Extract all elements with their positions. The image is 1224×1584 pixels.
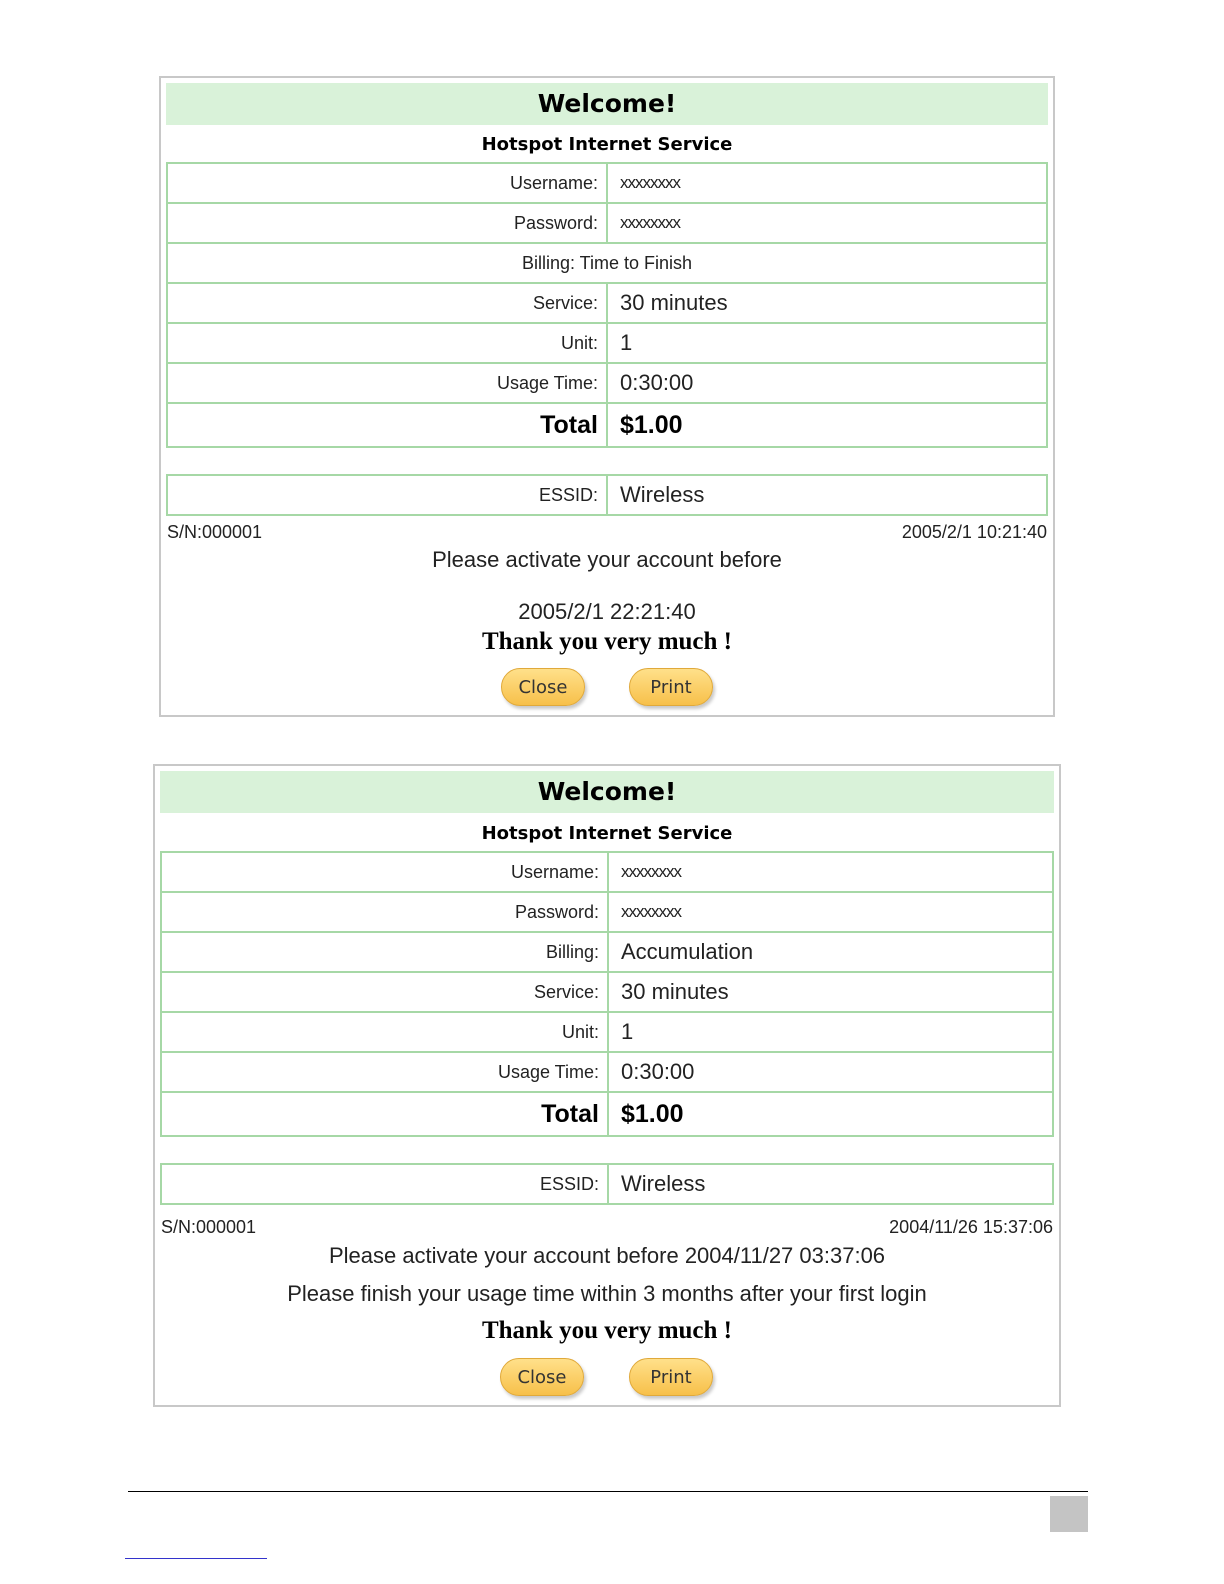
service-value: 30 minutes xyxy=(620,290,728,315)
essid-value: Wireless xyxy=(621,1171,706,1196)
usage-time-value: 0:30:00 xyxy=(621,1059,695,1084)
username-label: Username: xyxy=(168,164,608,202)
total-label: Total xyxy=(168,404,608,446)
usage-time-row xyxy=(160,1051,1054,1093)
thank-you-message: Thank you very much ! xyxy=(481,1317,733,1344)
essid-label: ESSID: xyxy=(162,1165,609,1203)
service-row xyxy=(166,282,1048,324)
essid-row xyxy=(160,1163,1054,1205)
username-label: Username: xyxy=(162,853,609,891)
total-label: Total xyxy=(162,1093,609,1135)
billing-row: Billing: Time to Finish xyxy=(166,242,1048,284)
password-label: Password: xyxy=(168,204,608,242)
total-row xyxy=(166,402,1048,448)
unit-label: Unit: xyxy=(168,324,608,362)
footer-link-underline xyxy=(125,1558,267,1559)
password-value: xxxxxxxx xyxy=(621,902,681,921)
password-label: Password: xyxy=(162,893,609,931)
billing-row xyxy=(160,931,1054,973)
print-button[interactable]: Print xyxy=(629,1358,713,1396)
ticket-info-table xyxy=(160,851,1054,1211)
finish-usage-message: Please finish your usage time within 3 months after your first login xyxy=(287,1281,927,1306)
username-row xyxy=(166,162,1048,204)
unit-value: 1 xyxy=(620,330,633,355)
page-footer-rule xyxy=(128,1491,1088,1492)
serial-number: S/N:000001 xyxy=(161,1217,257,1237)
billing-value: Accumulation xyxy=(621,939,754,964)
activate-deadline: 2005/2/1 22:21:40 xyxy=(518,599,696,624)
essid-label: ESSID: xyxy=(168,476,608,514)
page-number-box xyxy=(1050,1496,1088,1532)
password-row xyxy=(160,891,1054,933)
unit-value: 1 xyxy=(621,1019,634,1044)
total-value: $1.00 xyxy=(621,1099,684,1128)
ticket-timestamp: 2004/11/26 15:37:06 xyxy=(889,1217,1053,1237)
service-label: Service: xyxy=(162,973,609,1011)
username-value: xxxxxxxx xyxy=(621,862,681,881)
serial-number: S/N:000001 xyxy=(167,522,263,542)
service-row xyxy=(160,971,1054,1013)
password-row xyxy=(166,202,1048,244)
ticket-accumulation xyxy=(153,764,1061,1407)
ticket-timestamp: 2005/2/1 10:21:40 xyxy=(901,522,1047,542)
total-row xyxy=(160,1091,1054,1137)
essid-value: Wireless xyxy=(620,482,705,507)
username-value: xxxxxxxx xyxy=(620,173,680,192)
billing-label: Billing: xyxy=(162,933,609,971)
welcome-banner: Welcome! xyxy=(166,83,1048,125)
ticket-time-to-finish xyxy=(159,76,1055,717)
total-value: $1.00 xyxy=(620,410,683,439)
close-button[interactable]: Close xyxy=(500,1358,584,1396)
essid-row xyxy=(166,474,1048,516)
thank-you-message: Thank you very much ! xyxy=(481,628,733,655)
usage-time-label: Usage Time: xyxy=(162,1053,609,1091)
unit-label: Unit: xyxy=(162,1013,609,1051)
usage-time-label: Usage Time: xyxy=(168,364,608,402)
welcome-banner: Welcome! xyxy=(160,771,1054,813)
service-label: Service: xyxy=(168,284,608,322)
username-row xyxy=(160,851,1054,893)
close-button[interactable]: Close xyxy=(501,668,585,706)
activate-message: Please activate your account before xyxy=(432,547,782,572)
password-value: xxxxxxxx xyxy=(620,213,680,232)
unit-row xyxy=(166,322,1048,364)
service-value: 30 minutes xyxy=(621,979,729,1004)
usage-time-row xyxy=(166,362,1048,404)
service-subtitle: Hotspot Internet Service xyxy=(481,134,733,155)
usage-time-value: 0:30:00 xyxy=(620,370,694,395)
service-subtitle: Hotspot Internet Service xyxy=(481,823,733,844)
unit-row xyxy=(160,1011,1054,1053)
print-button[interactable]: Print xyxy=(629,668,713,706)
activate-message: Please activate your account before 2004/11/27 03:37:06 xyxy=(328,1243,886,1268)
